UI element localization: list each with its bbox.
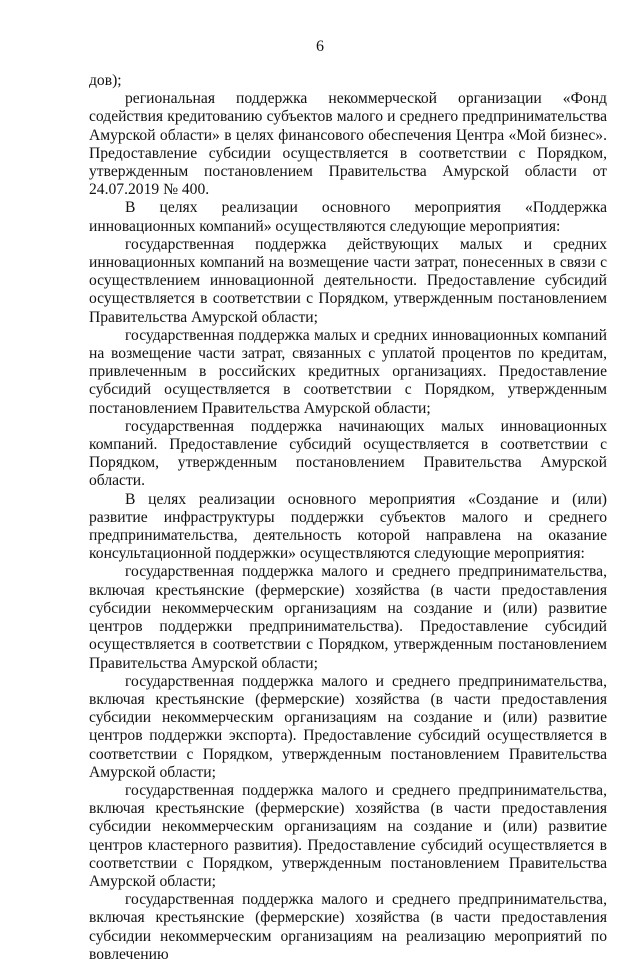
paragraph-involvement-measures: государственная поддержка малого и среднего предпринимательства, включая крестьянские (фермерские) хозяйства (в части предоставления субсидии некоммерческим организациям на реализацию мероприятий по вовлечению bbox=[89, 891, 607, 963]
page-number: 6 bbox=[316, 38, 324, 55]
paragraph-innovation-intro: В целях реализации основного мероприятия «Поддержка инновационных компаний» осуществляются следующие мероприятия: bbox=[89, 199, 607, 235]
paragraph-infrastructure-intro: В целях реализации основного мероприятия «Создание и (или) развитие инфраструктуры поддержки субъектов малого и среднего предпринимательства, деятельность которой направлена на оказание консультационной поддержки» осуществляются следующие мероприятия: bbox=[89, 490, 607, 563]
paragraph-cluster-centers: государственная поддержка малого и среднего предпринимательства, включая крестьянские (фермерские) хозяйства (в части предоставления субсидии некоммерческим организациям на создание и (или) развитие центров кластерного развития). Предоставление субсидий осуществляется в соответствии с Порядком, утвержденным постановлением Правительства Амурской области; bbox=[89, 781, 607, 890]
paragraph-innovation-costs: государственная поддержка действующих малых и средних инновационных компаний на возмещение части затрат, понесенных в связи с осуществлением инновационной деятельности. Предоставление субсидий осуществляется в соответствии с Порядком, утвержденным постановлением Правительства Амурской области; bbox=[89, 235, 607, 326]
paragraph-regional-fund-support: региональная поддержка некоммерческой организации «Фонд содействия кредитованию субъектов малого и среднего предпринимательства Амурской области» в целях финансового обеспечения Центра «Мой бизнес». Предоставление субсидии осуществляется в соответствии с Порядком, утвержденным постановлением Правительства Амурской области от 24.07.2019 № 400. bbox=[89, 90, 607, 199]
paragraph-continuation: дов); bbox=[89, 72, 122, 89]
paragraph-business-support-centers: государственная поддержка малого и среднего предпринимательства, включая крестьянские (фермерские) хозяйства (в части предоставления субсидии некоммерческим организациям на создание и (или) развитие центров поддержки предпринимательства). Предоставление субсидий осуществляется в соответствии с Порядком, утвержденным постановлением Правительства Амурской области; bbox=[89, 563, 607, 672]
paragraph-export-support-centers: государственная поддержка малого и среднего предпринимательства, включая крестьянские (фермерские) хозяйства (в части предоставления субсидии некоммерческим организациям на создание и (или) развитие центров поддержки экспорта). Предоставление субсидий осуществляется в соответствии с Порядком, утвержденным постановлением Правительства Амурской области; bbox=[89, 672, 607, 781]
document-body bbox=[89, 72, 607, 964]
paragraph-innovation-loans: государственная поддержка малых и средних инновационных компаний на возмещение части затрат, связанных с уплатой процентов по кредитам, привлеченным в российских кредитных организациях. Предоставление субсидий осуществляется в соответствии с Порядком, утвержденным постановлением Правительства Амурской области; bbox=[89, 326, 607, 417]
paragraph-startup-innovation: государственная поддержка начинающих малых инновационных компаний. Предоставление субсидий осуществляется в соответствии с Порядком, утвержденным постановлением Правительства Амурской области. bbox=[89, 417, 607, 490]
